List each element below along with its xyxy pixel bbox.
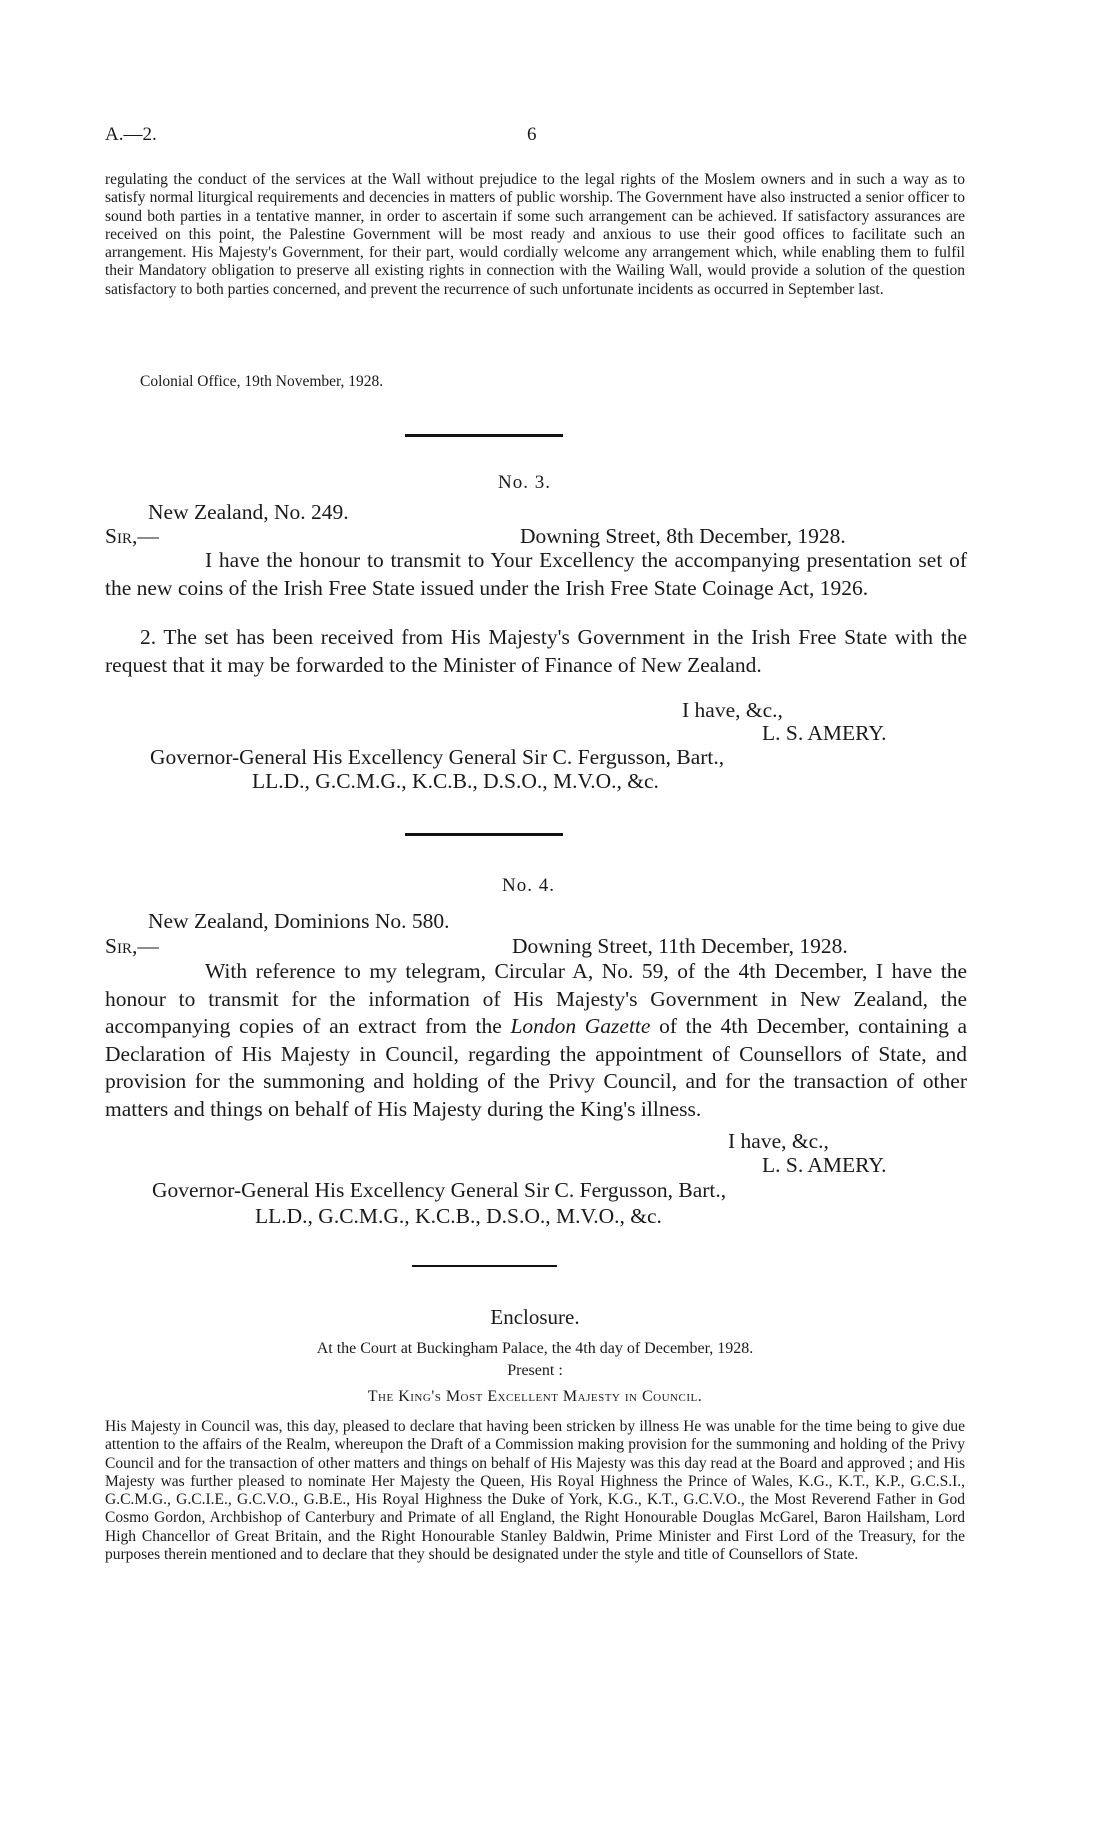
enclosure-title: Enclosure. [490, 1305, 580, 1329]
no3-date: Downing Street, 8th December, 1928. [520, 524, 846, 548]
no4-paragraph-1-text-a: With reference to my telegram, Circular A, No. 59, of the 4th December, I have the honour to transmit for the information of His Majesty's Government in New Zealand, the accompanying copies of an extract from the [105, 959, 967, 1038]
no4-addressee-1: Governor-General His Excellency General Sir C. Fergusson, Bart., [152, 1178, 727, 1202]
no4-date: Downing Street, 11th December, 1928. [512, 934, 848, 958]
no3-ref: New Zealand, No. 249. [148, 500, 349, 524]
enclosure-body: His Majesty in Council was, this day, pleased to declare that having been stricken by illness He was unable for the time being to give due attention to the affairs of the Realm, whereupon the Draft of a Commission making provision for the summoning and holding of the Privy Council and for the transaction of other matters and things on behalf of His Majesty was this day read at the Board and approved ; and His Majesty was further pleased to nominate Her Majesty the Queen, His Royal Highness the Prince of Wales, K.G., K.T., K.P., G.C.S.I., G.C.M.G., G.C.I.E., G.C.V.O., G.B.E., His Royal Highness the Duke of York, K.G., K.T., G.C.V.O., the Most Reverend Father in God Cosmo Gordon, Archbishop of Canterbury and Primate of all England, the Right Honourable Douglas McGarel, Baron Hailsham, Lord High Chancellor of Great Britain, and the Right Honourable Stanley Baldwin, Prime Minister and First Lord of the Treasury, for the purposes therein mentioned and to declare that they should be designated under the style and title of Counsellors of State. [105, 1418, 965, 1564]
no3-closing: I have, &c., [682, 698, 783, 722]
no4-addressee-2: LL.D., G.C.M.G., K.C.B., D.S.O., M.V.O., &c. [255, 1204, 662, 1228]
no4-salutation: Sir,— [105, 934, 159, 958]
no4-closing: I have, &c., [728, 1129, 829, 1153]
no3-paragraph-2: 2. The set has been received from His Majesty's Government in the Irish Free State with the request that it may be forwarded to the Minister of Finance of New Zealand. [105, 625, 967, 677]
no4-heading: No. 4. [502, 875, 555, 896]
prev-signoff: Colonial Office, 19th November, 1928. [140, 373, 384, 390]
enclosure-court: At the Court at Buckingham Palace, the 4th day of December, 1928. [316, 1340, 754, 1357]
section-divider-3 [412, 1265, 557, 1267]
page-number: 6 [527, 124, 537, 145]
page-ref: A.—2. [105, 124, 157, 145]
no4-paragraph-1-text-b: of the 4th December, containing a Declaration of His Majesty in Council, regarding the appointment of Counsellors of State, and provision for the summoning and holding of the Privy Council, and for the transaction of other matters and things on behalf of His Majesty during the King's illness. [105, 1014, 968, 1121]
no3-salutation: Sir,— [105, 524, 159, 548]
no3-addressee-1: Governor-General His Excellency General Sir C. Fergusson, Bart., [150, 745, 725, 769]
no4-signature: L. S. AMERY. [762, 1153, 887, 1177]
section-divider-2 [405, 833, 563, 836]
prev-paragraph: regulating the conduct of the services at the Wall without prejudice to the legal rights of the Moslem owners and in such a way as to satisfy normal liturgical requirements and decencies in matters of public worship. The Government have also instructed a senior officer to sound both parties in a tentative manner, in order to ascertain if some such arrangement can be achieved. If satisfactory assurances are received on this point, the Palestine Government will be most ready and anxious to use their good offices to facilitate such an arrangement. His Majesty's Government, for their part, would cordially welcome any arrangement which, while enabling them to fulfil their Mandatory obligation to preserve all existing rights in connection with the Wailing Wall, would provide a solution of the question satisfactory to both parties concerned, and prevent the recurrence of such unfortunate incidents as occurred in September last. [105, 171, 965, 298]
enclosure-present: Present : [507, 1362, 563, 1379]
no3-addressee-2: LL.D., G.C.M.G., K.C.B., D.S.O., M.V.O., &c. [252, 769, 659, 793]
no3-heading: No. 3. [498, 472, 551, 493]
no3-signature: L. S. AMERY. [762, 721, 887, 745]
section-divider-1 [405, 434, 563, 437]
enclosure-council: The King's Most Excellent Majesty in Council. [367, 1388, 703, 1405]
no4-paragraph-1 [105, 958, 967, 1123]
no4-ref: New Zealand, Dominions No. 580. [148, 909, 450, 933]
london-gazette-title: London Gazette [510, 1014, 651, 1038]
no3-paragraph-1: I have the honour to transmit to Your Excellency the accompanying presentation set of the new coins of the Irish Free State issued under the Irish Free State Coinage Act, 1926. [105, 548, 967, 600]
